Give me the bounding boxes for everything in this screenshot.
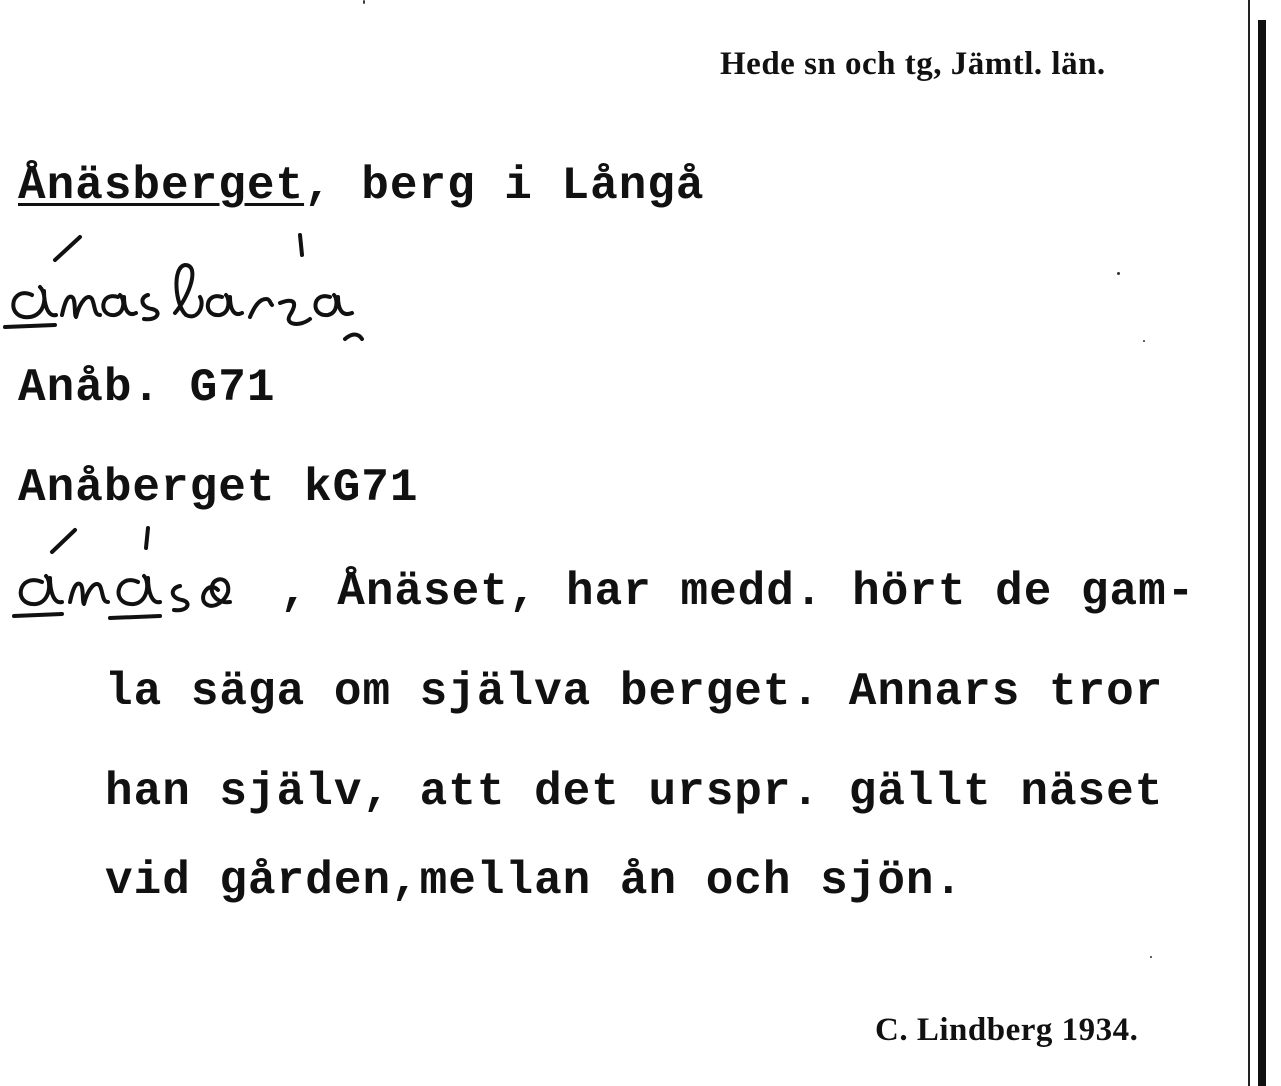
dust-speck — [1143, 340, 1145, 342]
pronunciation-2-text: ånåse — [0, 507, 36, 524]
body-line-4: vid gården,mellan ån och sjön. — [105, 855, 964, 907]
handwritten-pronunciation-1 — [0, 212, 460, 350]
line-anaberget: Anåberget kG71 — [18, 462, 419, 514]
body-line-3: han själv, att det urspr. gällt näset — [105, 766, 1164, 818]
entry-description: , berg i Långå — [304, 160, 705, 212]
dust-speck — [1150, 956, 1152, 958]
card-edge-line — [1248, 0, 1250, 1086]
entry-headword: Ånäsberget — [18, 160, 305, 212]
signature: C. Lindberg 1934. — [875, 1012, 1139, 1048]
body-line-2: la säga om själva berget. Annars tror — [105, 666, 1164, 718]
pronunciation-1-text: ånasbärje — [0, 212, 61, 229]
dust-speck — [1117, 272, 1120, 275]
body-line-1: , Ånäset, har medd. hört de gam- — [280, 566, 1196, 618]
dust-speck — [363, 0, 365, 4]
handwritten-pronunciation-2 — [0, 507, 260, 630]
line-anab: Anåb. G71 — [18, 362, 276, 414]
place-header: Hede sn och tg, Jämtl. län. — [720, 46, 1106, 82]
entry-headword-line — [18, 160, 705, 212]
card-edge-shadow — [1258, 20, 1266, 1086]
